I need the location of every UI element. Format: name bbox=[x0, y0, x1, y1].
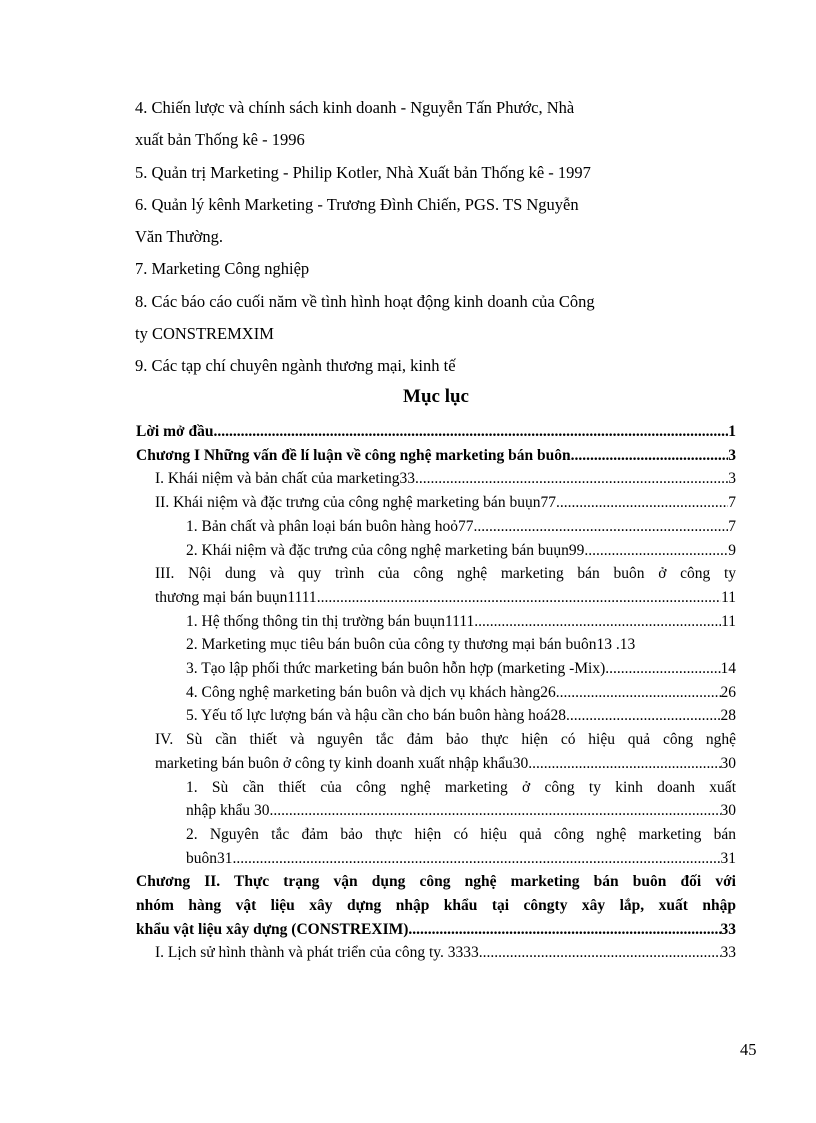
toc-entry-title-line: Chương II. Thực trạng vận dụng công nghệ marketing bán buôn đối với bbox=[136, 873, 736, 891]
toc-entry-title: buôn31 bbox=[186, 849, 233, 867]
toc-entry[interactable] bbox=[136, 681, 736, 705]
toc-entry-title: 1. Hệ thống thông tin thị trường bán buụn1111 bbox=[186, 612, 475, 630]
toc-entry-title: 5. Yếu tố lực lượng bán và hậu cần cho bán buôn hàng hoá28 bbox=[186, 707, 566, 725]
toc-leader bbox=[213, 420, 728, 444]
toc-entry-title: I. Khái niệm và bản chất của marketing33 bbox=[155, 470, 415, 488]
toc-entry[interactable] bbox=[136, 491, 736, 515]
toc-entry-title-line: IV. Sù cần thiết và nguyên tắc đảm bảo thực hiện có hiệu quả công nghệ bbox=[155, 731, 736, 749]
toc-leader bbox=[556, 491, 728, 515]
toc-entry-title: II. Khái niệm và đặc trưng của công nghệ marketing bán buụn77 bbox=[155, 494, 556, 512]
toc-entry[interactable] bbox=[136, 444, 736, 468]
toc-entry[interactable] bbox=[136, 941, 736, 965]
toc-leader bbox=[605, 657, 720, 681]
toc-leader bbox=[233, 847, 721, 871]
toc-entry-title: khẩu vật liệu xây dựng (CONSTREXIM) bbox=[136, 920, 409, 938]
toc-entry[interactable] bbox=[136, 870, 736, 941]
reference-line: 4. Chiến lược và chính sách kinh doanh - Nguyễn Tấn Phước, Nhà bbox=[135, 98, 575, 117]
toc-entry-title: Chương I Những vấn đề lí luận về công nghệ marketing bán buôn bbox=[136, 446, 571, 464]
toc-entry-title: 3. Tạo lập phối thức marketing bán buôn hỗn hợp (marketing -Mix) bbox=[186, 660, 606, 678]
toc-entry-title: thương mại bán buụn1111 bbox=[155, 588, 317, 606]
toc-entry[interactable] bbox=[136, 776, 736, 823]
toc-entry[interactable] bbox=[136, 539, 736, 563]
toc-leader bbox=[270, 799, 721, 823]
toc-entry[interactable] bbox=[136, 633, 736, 657]
toc-entry-page: 7 bbox=[728, 494, 736, 512]
toc-entry-page: 31 bbox=[720, 849, 736, 867]
toc-leader bbox=[474, 610, 721, 634]
toc-entry-page: 26 bbox=[720, 683, 736, 701]
toc-title: Mục lục bbox=[403, 386, 469, 407]
toc-entry-page: 13 bbox=[619, 636, 636, 654]
toc-entry-title: marketing bán buôn ở công ty kinh doanh xuất nhập khẩu30 bbox=[155, 754, 529, 772]
toc-leader bbox=[584, 539, 728, 563]
toc-entry-title: nhập khẩu 30 bbox=[186, 802, 270, 820]
toc-entry-page: 11 bbox=[721, 588, 736, 606]
toc-entry-page: 33 bbox=[720, 944, 736, 962]
toc-leader bbox=[566, 704, 721, 728]
toc-entry[interactable] bbox=[136, 467, 736, 491]
toc-entry[interactable] bbox=[136, 704, 736, 728]
reference-line: 8. Các báo cáo cuối năm về tình hình hoạt động kinh doanh của Công bbox=[135, 291, 595, 311]
toc-entry-title: 2. Marketing mục tiêu bán buôn của công ty thương mại bán buôn13 . bbox=[186, 636, 620, 654]
toc-entry[interactable] bbox=[136, 657, 736, 681]
toc-leader bbox=[479, 941, 721, 965]
table-of-contents bbox=[136, 420, 736, 965]
toc-leader bbox=[528, 752, 720, 776]
toc-leader bbox=[415, 467, 728, 491]
toc-entry[interactable] bbox=[136, 562, 736, 609]
page-number: 45 bbox=[740, 1040, 757, 1059]
toc-entry-page: 28 bbox=[720, 707, 736, 725]
reference-line: xuất bản Thống kê - 1996 bbox=[135, 130, 305, 150]
toc-entry-page: 9 bbox=[728, 541, 736, 559]
toc-entry[interactable] bbox=[136, 823, 736, 870]
toc-entry-title: 4. Công nghệ marketing bán buôn và dịch vụ khách hàng26 bbox=[186, 683, 556, 701]
toc-entry-page: 14 bbox=[720, 660, 736, 678]
toc-entry-title: I. Lịch sử hình thành và phát triển của công ty. 3333 bbox=[155, 944, 479, 962]
toc-entry-title: Lời mở đầu bbox=[136, 423, 214, 440]
reference-line: Văn Thường. bbox=[135, 227, 223, 247]
reference-line: 6. Quản lý kênh Marketing - Trương Đình Chiến, PGS. TS Nguyễn bbox=[135, 194, 579, 214]
reference-line: ty CONSTREMXIM bbox=[135, 324, 274, 344]
reference-line: 7. Marketing Công nghiệp bbox=[135, 259, 310, 279]
toc-entry-page: 30 bbox=[720, 802, 736, 820]
toc-entry-page: 3 bbox=[728, 470, 736, 488]
reference-line: 9. Các tạp chí chuyên ngành thương mại, kinh tế bbox=[135, 356, 456, 376]
toc-entry-page: 11 bbox=[721, 612, 736, 630]
toc-entry[interactable] bbox=[136, 420, 736, 444]
toc-leader bbox=[317, 586, 721, 610]
toc-entry-title: 1. Bản chất và phân loại bán buôn hàng hoỏ77 bbox=[186, 517, 474, 535]
toc-leader bbox=[474, 515, 729, 539]
toc-leader bbox=[408, 918, 720, 942]
toc-entry[interactable] bbox=[136, 515, 736, 539]
toc-entry-page: 7 bbox=[728, 517, 736, 535]
toc-entry-title: 2. Khái niệm và đặc trưng của công nghệ marketing bán buụn99 bbox=[186, 541, 585, 559]
toc-entry-page: 30 bbox=[720, 754, 736, 772]
toc-entry-title-line: 1. Sù cần thiết của công nghệ marketing ở công ty kinh doanh xuất bbox=[186, 778, 736, 796]
toc-entry-page: 3 bbox=[728, 446, 736, 464]
toc-entry-title-line: III. Nội dung và quy trình của công nghệ marketing bán buôn ở công ty bbox=[155, 565, 736, 583]
toc-entry-title-line: 2. Nguyên tắc đảm bảo thực hiện có hiệu quả công nghệ marketing bán bbox=[186, 825, 736, 843]
toc-leader bbox=[571, 444, 729, 468]
toc-entry[interactable] bbox=[136, 728, 736, 775]
toc-entry-page: 1 bbox=[728, 423, 736, 440]
toc-entry[interactable] bbox=[136, 610, 736, 634]
references-list bbox=[135, 92, 695, 383]
toc-entry-page: 33 bbox=[720, 920, 736, 938]
reference-line: 5. Quản trị Marketing - Philip Kotler, Nhà Xuất bản Thống kê - 1997 bbox=[135, 162, 591, 182]
toc-entry-title-line: nhóm hàng vật liệu xây dựng nhập khẩu tại côngty xây lắp, xuất nhập bbox=[136, 897, 736, 915]
toc-leader bbox=[556, 681, 721, 705]
